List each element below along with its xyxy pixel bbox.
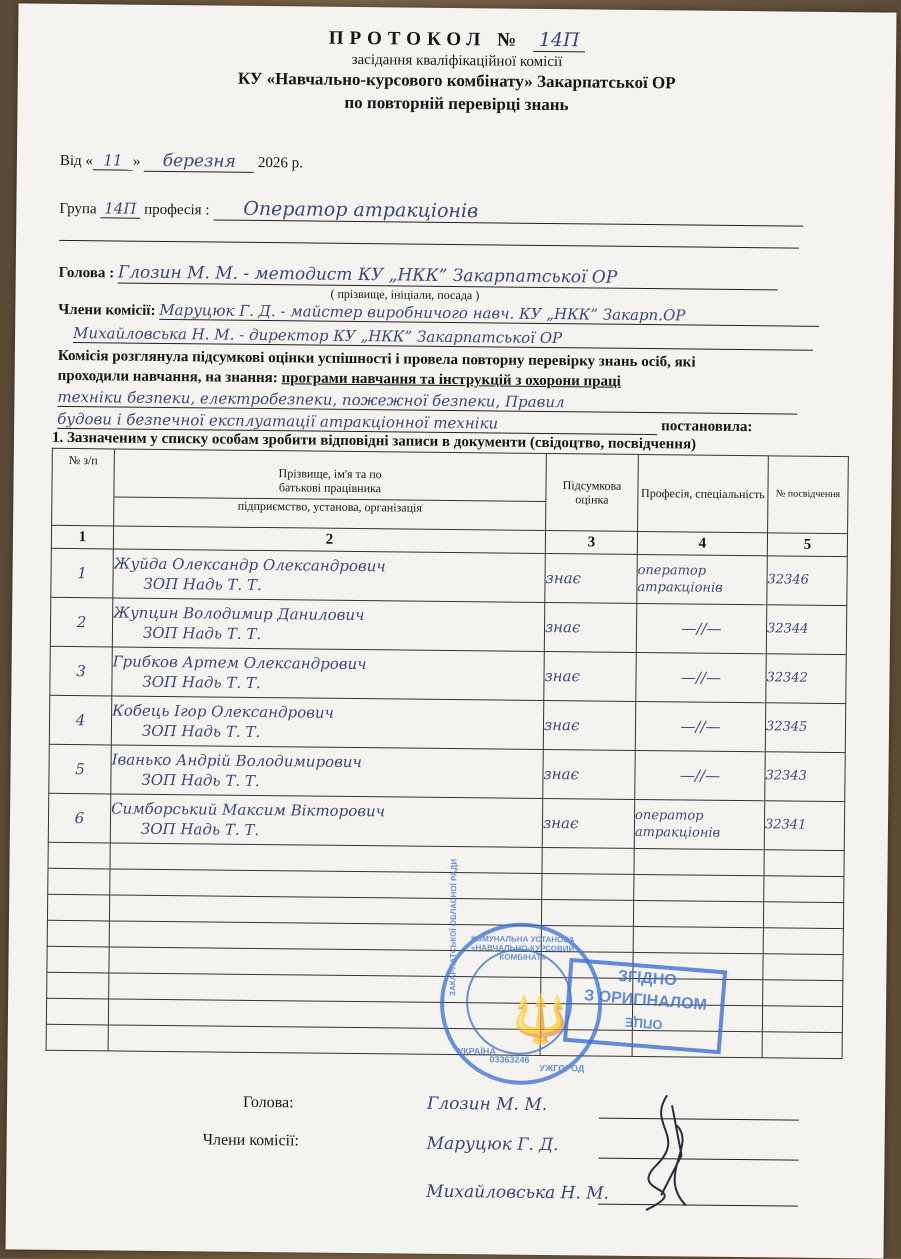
table-header-row — [52, 448, 849, 533]
table-row: 4 Кобець Ігор Олександрович ЗОП Надь Т. Т. знає —//— 32345 — [49, 695, 845, 752]
table-row: 1 Жуйда Олександр Олександрович ЗОП Надь Т. Т. знає оператор атракціонів 32346 — [51, 548, 847, 605]
profession-value: Оператор атракціонів — [213, 197, 803, 226]
official-round-stamp: КОМУНАЛЬНА УСТАНОВА «НАВЧАЛЬНО-КУРСОВИЙ КОМБІНАТ» ЗАКАРПАТСЬКОЇ ОБЛАСНОЇ РАДИ 🔱 03363246 УЖГОРОД УКРАЇНА — [439, 922, 603, 1086]
header-grade: Підсумкова оцінка — [546, 453, 639, 531]
stamp-inner-ring — [466, 948, 573, 1055]
protocol-sheet — [6, 3, 897, 1258]
header-name: Прізвище, ім'я та по батькові працівника підприємство, установа, організація — [114, 449, 547, 531]
subjects-line-2: будови і безпечної експлуатації атракціонної техніки постановила: — [57, 409, 753, 436]
chair-line: Голова : Глозин М. М. - методист КУ „НКК” Закарпатської ОР — [59, 262, 778, 291]
certified-copy-stamp: ЗГІДНО З ОРИГІНАЛОМ ОПЦЕ — [563, 958, 727, 1054]
member-2-value: Михайловська Н. М. - директор КУ „НКК” Закарпатської ОР — [73, 324, 813, 351]
footer-member-1-signature: Маруцюк Г. Д. — [426, 1133, 559, 1156]
table-row: 2 Жупцин Володимир Данилович ЗОП Надь Т. Т. знає —//— 32344 — [50, 597, 846, 654]
footer-member-2-signature: Михайловська Н. М. — [426, 1181, 610, 1204]
date-month: березня — [144, 151, 254, 173]
group-line: Група 14П професія : Оператор атракціонів — [59, 196, 803, 227]
date-day: 11 — [93, 151, 133, 170]
protocol-number: 14П — [533, 29, 586, 53]
protocol-title: ПРОТОКОЛ № 14П — [18, 23, 896, 55]
header-number: № з/п — [52, 448, 115, 526]
members-line: Члени комісії: Маруцюк Г. Д. - майстер виробничого навч. КУ „НКК” Закарп.ОР — [58, 300, 819, 327]
table-row: 5 Іванько Андрій Володимирович ЗОП Надь Т. Т. знає —//— 32343 — [49, 744, 845, 801]
member-1-value: Маруцюк Г. Д. - майстер виробничого навч. КУ „НКК” Закарп.ОР — [159, 301, 819, 327]
chair-hint: ( прізвище, ініціали, посада ) — [330, 286, 480, 303]
rule — [59, 240, 799, 249]
subjects-line-1: техніки безпеки, електробезпеки, пожежної безпеки, Правил — [57, 388, 797, 415]
trident-icon: 🔱 — [511, 993, 570, 1046]
header-profession: Професія, спеціальність — [638, 454, 769, 532]
footer-chair-label: Голова: — [242, 1093, 294, 1112]
handwritten-signature-scribble — [626, 1085, 717, 1216]
date-year: 2026 р. — [257, 154, 304, 172]
group-number: 14П — [100, 199, 140, 218]
chair-value: Глозин М. М. - методист КУ „НКК” Закарпатської ОР — [118, 262, 778, 290]
header-certificate: № посвідчення — [768, 456, 849, 534]
footer-chair-signature: Глозин М. М. — [426, 1093, 548, 1116]
table-number-row: 1 2 3 4 5 — [51, 525, 847, 556]
table-row: 6 Симборський Максим Вікторович ЗОП Надь Т. Т. знає оператор атракціонів 32341 — [48, 793, 844, 850]
table-row: 3 Грибков Артем Олександрович ЗОП Надь Т. Т. знає —//— 32342 — [50, 646, 846, 703]
check-type: по повторній перевірці знань — [344, 92, 569, 115]
footer-members-label: Члени комісії: — [202, 1131, 300, 1150]
resolution-item-1: 1. Зазначеним у списку особам зробити відповідні записи в документи (свідоцтво, посвідчення) — [51, 429, 697, 453]
body-paragraph-2: проходили навчання, на знання: програми навчання та інструкцій з охорони праці — [57, 367, 621, 390]
date-line: Від « 11 » березня 2026 р. — [59, 150, 304, 172]
body-paragraph-1: Комісія розглянула підсумкові оцінки успішності і провела повторну перевірку знань осіб, які — [57, 347, 696, 371]
meeting-subtitle: засідання кваліфікаційної комісії — [351, 51, 563, 71]
institution-name: КУ «Навчально-курсового комбінату» Закарпатської ОР — [237, 68, 676, 93]
